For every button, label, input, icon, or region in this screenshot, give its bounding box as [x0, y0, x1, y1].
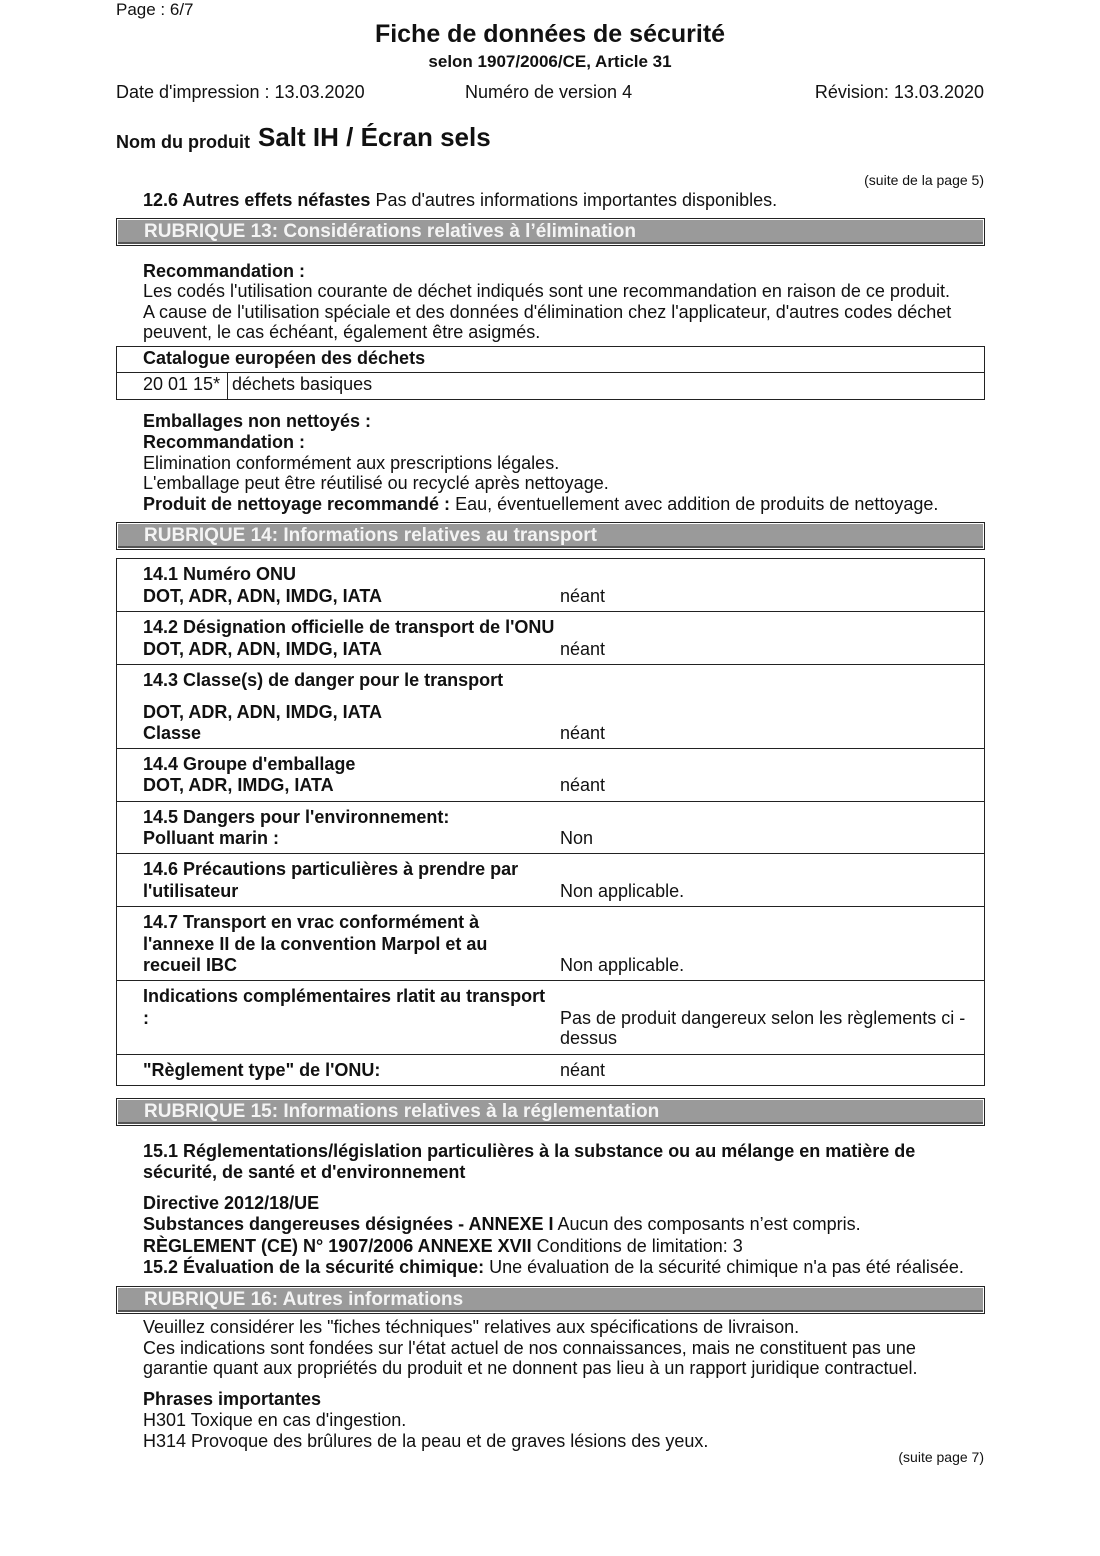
- transport-row-divider: [116, 853, 985, 854]
- dangerous-substances: [143, 1214, 861, 1235]
- version-number: Numéro de version 4: [465, 82, 633, 102]
- transport-row-divider: [116, 906, 985, 907]
- transport-14-5-label: Polluant marin :: [143, 828, 280, 848]
- transport-row-divider: [116, 801, 985, 802]
- s15-1-line-1: 15.1 Réglementations/législation particulières à la substance ou au mélange en matière de: [143, 1141, 916, 1161]
- transport-additional-value-2: dessus: [560, 1028, 618, 1048]
- cleaning-product-text: Eau, éventuellement avec addition de produits de nettoyage.: [455, 494, 939, 514]
- transport-14-7-line-1: 14.7 Transport en vrac conformément à: [143, 912, 480, 932]
- section-12-6-label: 12.6 Autres effets néfastes: [143, 190, 371, 210]
- transport-14-7-line-3: recueil IBC: [143, 955, 238, 975]
- section-15-title: RUBRIQUE 15: Informations relatives à la réglementation: [118, 1100, 983, 1124]
- cleaning-product: [143, 494, 938, 515]
- waste-catalogue-column-divider: [227, 372, 228, 399]
- un-model-regulation-value: néant: [560, 1060, 606, 1080]
- transport-14-3-label-2: Classe: [143, 723, 202, 743]
- transport-14-6-value: Non applicable.: [560, 881, 685, 901]
- packaging-line-2: L'emballage peut être réutilisé ou recyclé après nettoyage.: [143, 473, 609, 493]
- packaging-recommendation-label: Recommandation :: [143, 432, 306, 452]
- reach-annex-label: RÈGLEMENT (CE) N° 1907/2006 ANNEXE XVII: [143, 1236, 532, 1256]
- transport-14-1-title: 14.1 Numéro ONU: [143, 564, 297, 584]
- transport-14-4-title: 14.4 Groupe d'emballage: [143, 754, 356, 774]
- transport-row-divider: [116, 1054, 985, 1055]
- chemical-safety-label: 15.2 Évaluation de la sécurité chimique:: [143, 1257, 485, 1277]
- dangerous-substances-text: Aucun des composants n’est compris.: [557, 1214, 861, 1234]
- waste-catalogue-divider: [116, 372, 985, 373]
- section-13-header: [116, 218, 985, 246]
- product-label: Nom du produit: [116, 132, 250, 152]
- packaging-label: Emballages non nettoyés :: [143, 411, 372, 431]
- section-16-title: RUBRIQUE 16: Autres informations: [118, 1288, 983, 1312]
- transport-14-7-value: Non applicable.: [560, 955, 685, 975]
- revision-date: Révision: 13.03.2020: [814, 82, 984, 102]
- transport-additional-line-2: :: [143, 1008, 149, 1028]
- waste-description: déchets basiques: [232, 374, 373, 394]
- transport-14-3-label-1: DOT, ADR, ADN, IMDG, IATA: [143, 702, 382, 722]
- transport-14-1-label: DOT, ADR, ADN, IMDG, IATA: [143, 586, 382, 606]
- chemical-safety-text: Une évaluation de la sécurité chimique n'a pas été réalisée.: [489, 1257, 964, 1277]
- s16-line-2: Ces indications sont fondées sur l'état actuel de nos connaissances, mais ne constituent pas une: [143, 1338, 916, 1358]
- section-13-title: RUBRIQUE 13: Considérations relatives à l’élimination: [118, 220, 983, 244]
- section-14-header: [116, 522, 985, 550]
- chemical-safety-evaluation: [143, 1257, 964, 1278]
- transport-14-5-value: Non: [560, 828, 594, 848]
- s13-rec-line-3: peuvent, le cas échéant, également être asigmés.: [143, 322, 541, 342]
- section-15-header: [116, 1098, 985, 1126]
- transport-14-7-line-2: l'annexe II de la convention Marpol et au: [143, 934, 488, 954]
- phrase-h301: H301 Toxique en cas d'ingestion.: [143, 1410, 407, 1430]
- continued-from-note: (suite de la page 5): [864, 172, 984, 188]
- reach-annex-text: Conditions de limitation: 3: [536, 1236, 743, 1256]
- transport-14-5-title: 14.5 Dangers pour l'environnement:: [143, 807, 450, 827]
- s16-line-3: garantie quant aux propriétés du produit et ne donnent pas lieu à un rapport juridique contractuel.: [143, 1358, 918, 1378]
- waste-code: 20 01 15*: [143, 374, 221, 394]
- transport-additional-line-1: Indications complémentaires rlatit au transport: [143, 986, 546, 1006]
- reach-annex-xvii: [143, 1236, 743, 1257]
- s13-recommendation-label: Recommandation :: [143, 261, 306, 281]
- transport-additional-value-1: Pas de produit dangereux selon les règlements ci -: [560, 1008, 966, 1028]
- transport-14-2-value: néant: [560, 639, 606, 659]
- transport-14-4-value: néant: [560, 775, 606, 795]
- transport-14-2-label: DOT, ADR, ADN, IMDG, IATA: [143, 639, 382, 659]
- section-16-header: [116, 1286, 985, 1314]
- s13-rec-line-1: Les codés l'utilisation courante de déchet indiqués sont une recommandation en raison de ce produit.: [143, 281, 950, 301]
- document-subtitle: selon 1907/2006/CE, Article 31: [428, 52, 672, 71]
- page-number: Page : 6/7: [116, 0, 194, 19]
- transport-14-2-title: 14.2 Désignation officielle de transport de l'ONU: [143, 617, 555, 637]
- s13-rec-line-2: A cause de l'utilisation spéciale et des données d'élimination chez l'applicateur, d'autres codes déchet: [143, 302, 952, 322]
- phrase-h314: H314 Provoque des brûlures de la peau et de graves lésions des yeux.: [143, 1431, 709, 1451]
- transport-row-divider: [116, 664, 985, 665]
- transport-14-6-line-1: 14.6 Précautions particulières à prendre par: [143, 859, 519, 879]
- product-name: Salt IH / Écran sels: [258, 122, 491, 152]
- transport-14-6-line-2: l'utilisateur: [143, 881, 239, 901]
- packaging-line-1: Elimination conformément aux prescriptions légales.: [143, 453, 560, 473]
- important-phrases-label: Phrases importantes: [143, 1389, 322, 1409]
- s16-line-1: Veuillez considérer les "fiches téchniques" relatives aux spécifications de livraison.: [143, 1317, 800, 1337]
- section-14-title: RUBRIQUE 14: Informations relatives au transport: [118, 524, 983, 548]
- waste-catalogue-header: Catalogue européen des déchets: [143, 348, 426, 368]
- continued-to-note: (suite page 7): [898, 1449, 984, 1465]
- transport-row-divider: [116, 611, 985, 612]
- directive-label: Directive 2012/18/UE: [143, 1193, 320, 1213]
- transport-14-3-value: néant: [560, 723, 606, 743]
- s15-1-line-2: sécurité, de santé et d'environnement: [143, 1162, 466, 1182]
- transport-14-1-value: néant: [560, 586, 606, 606]
- transport-row-divider: [116, 748, 985, 749]
- section-12-6: [143, 190, 777, 211]
- section-12-6-text: Pas d'autres informations importantes disponibles.: [375, 190, 778, 210]
- transport-14-4-label: DOT, ADR, IMDG, IATA: [143, 775, 334, 795]
- dangerous-substances-label: Substances dangereuses désignées - ANNEXE I: [143, 1214, 554, 1234]
- cleaning-product-label: Produit de nettoyage recommandé :: [143, 494, 451, 514]
- un-model-regulation-label: "Règlement type" de l'ONU:: [143, 1060, 381, 1080]
- print-date: Date d'impression : 13.03.2020: [116, 82, 365, 102]
- transport-row-divider: [116, 980, 985, 981]
- transport-14-3-title: 14.3 Classe(s) de danger pour le transport: [143, 670, 504, 690]
- document-title: Fiche de données de sécurité: [374, 20, 726, 48]
